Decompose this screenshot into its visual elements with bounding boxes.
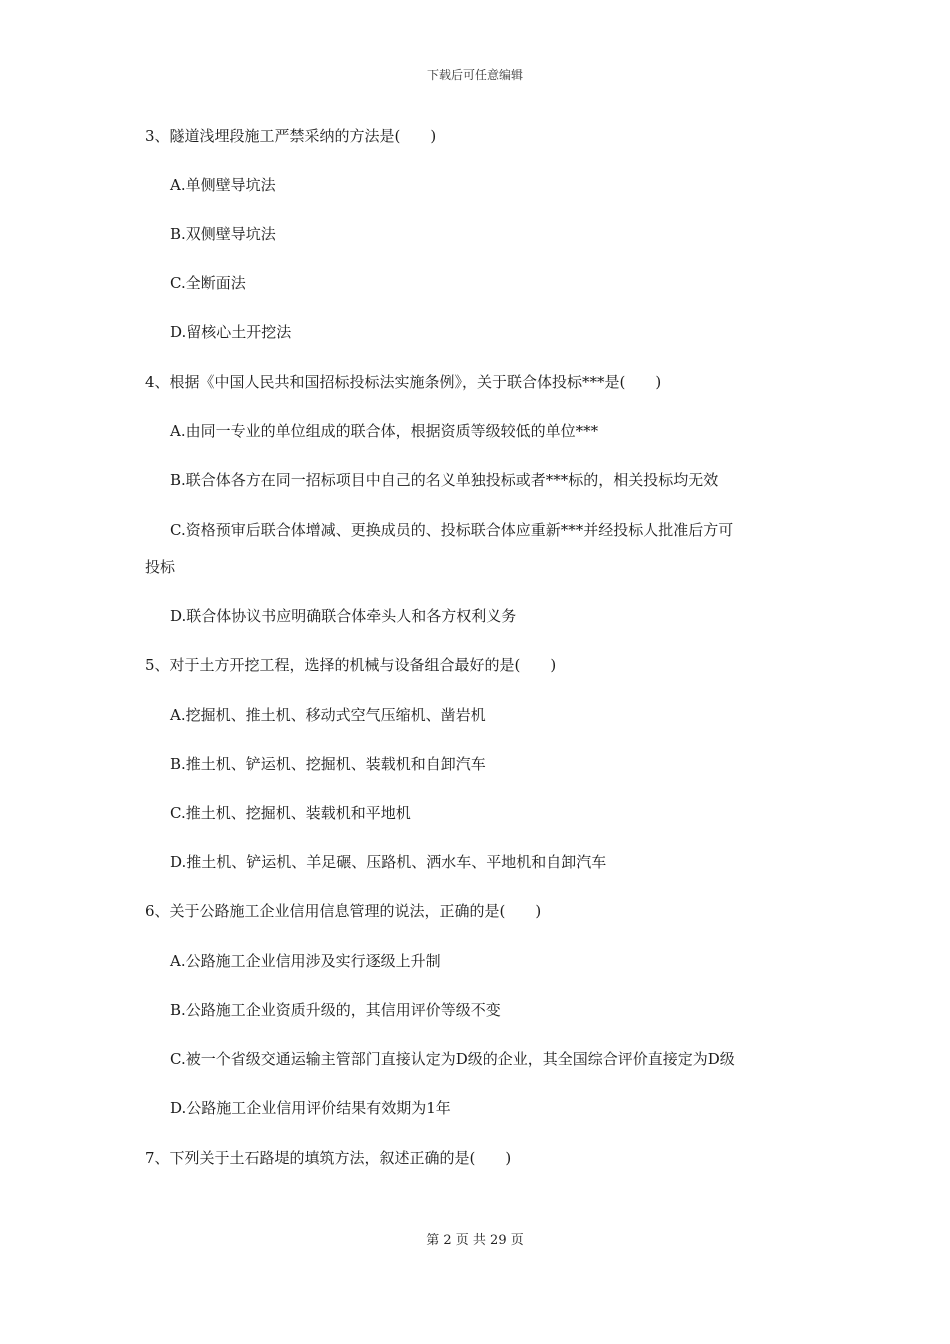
question-4-option-a: A.由同一专业的单位组成的联合体，根据资质等级较低的单位*** (170, 422, 599, 440)
question-5-option-c: C.推土机、挖掘机、装载机和平地机 (170, 804, 411, 822)
question-5-stem: 5、对于土方开挖工程，选择的机械与设备组合最好的是( ) (145, 656, 557, 674)
question-5-option-d: D.推土机、铲运机、羊足碾、压路机、洒水车、平地机和自卸汽车 (170, 853, 607, 871)
question-6-option-b: B.公路施工企业资质升级的，其信用评价等级不变 (170, 1001, 501, 1019)
question-5-option-b: B.推土机、铲运机、挖掘机、装载机和自卸汽车 (170, 755, 486, 773)
question-7-stem: 7、下列关于土石路堤的填筑方法，叙述正确的是( ) (145, 1149, 512, 1167)
question-4-stem: 4、根据《中国人民共和国招标投标法实施条例》，关于联合体投标***是( ) (145, 373, 662, 391)
question-4-option-b: B.联合体各方在同一招标项目中自己的名义单独投标或者***标的，相关投标均无效 (170, 471, 719, 489)
question-5-option-a: A.挖掘机、推土机、移动式空气压缩机、凿岩机 (170, 706, 486, 724)
question-4-option-c-continued: 投标 (145, 558, 176, 576)
page-header: 下载后可任意编辑 (426, 68, 523, 82)
question-6-stem: 6、关于公路施工企业信用信息管理的说法，正确的是( ) (145, 902, 542, 920)
page-footer: 第 2 页 共 29 页 (426, 1233, 524, 1248)
question-6-option-d: D.公路施工企业信用评价结果有效期为1年 (170, 1099, 451, 1117)
question-3-stem: 3、隧道浅埋段施工严禁采纳的方法是( ) (145, 127, 437, 145)
question-4-option-c: C.资格预审后联合体增减、更换成员的、投标联合体应重新***并经投标人批准后方可 (170, 521, 734, 539)
question-3-option-b: B.双侧壁导坑法 (170, 225, 276, 243)
question-6-option-c: C.被一个省级交通运输主管部门直接认定为D级的企业，其全国综合评价直接定为D级 (170, 1050, 735, 1068)
question-3-option-d: D.留核心土开挖法 (170, 323, 292, 341)
question-3-option-c: C.全断面法 (170, 274, 246, 292)
question-3-option-a: A.单侧壁导坑法 (170, 176, 276, 194)
question-6-option-a: A.公路施工企业信用涉及实行逐级上升制 (170, 952, 441, 970)
question-4-option-d: D.联合体协议书应明确联合体牵头人和各方权利义务 (170, 607, 517, 625)
